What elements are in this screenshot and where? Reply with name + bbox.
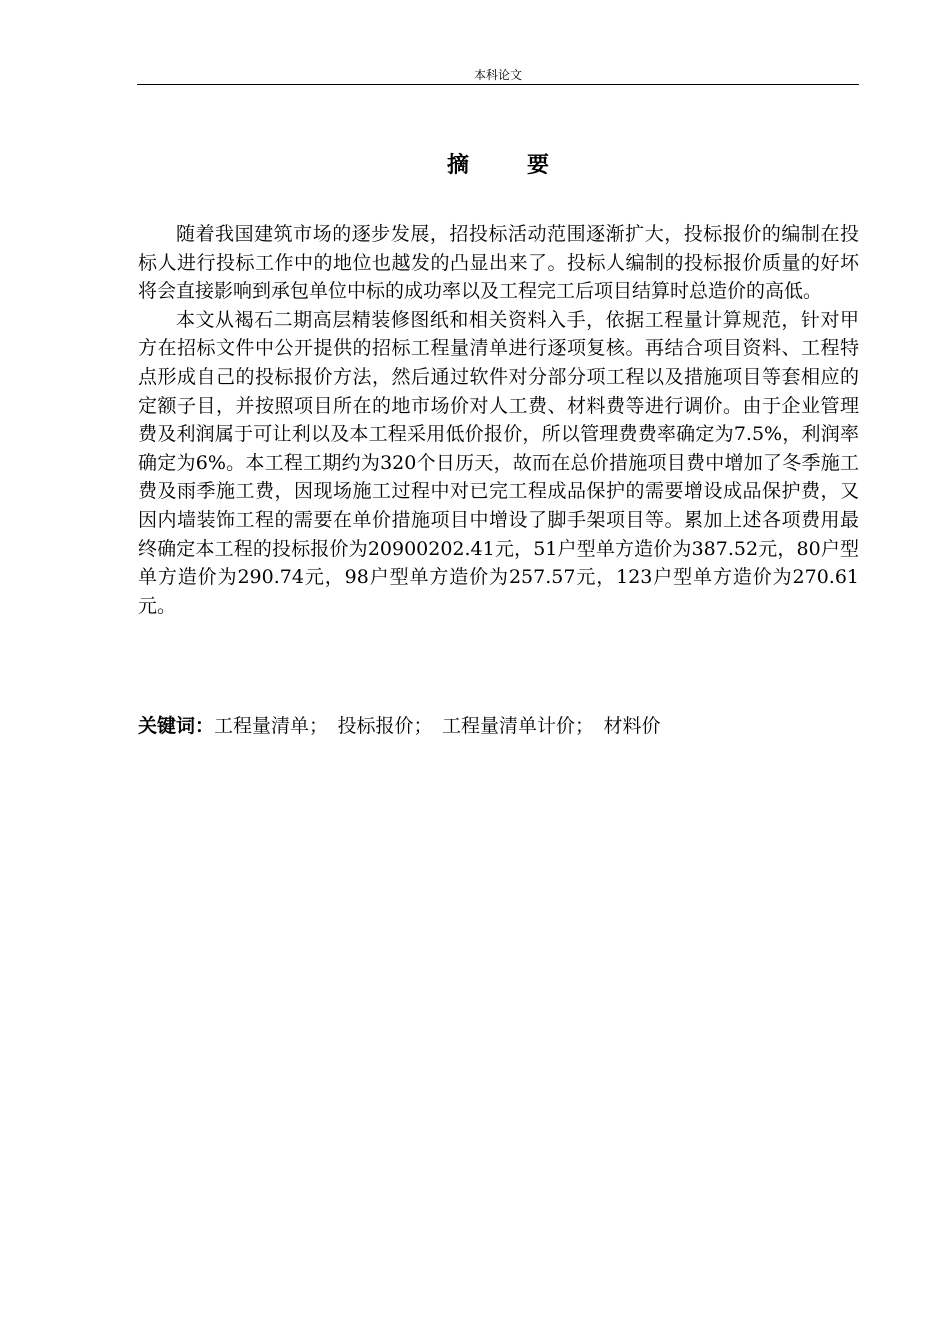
abstract-paragraph-2: 本文从褐石二期高层精装修图纸和相关资料入手，依据工程量计算规范，针对甲方在招标文件中公开提供的招标工程量清单进行逐项复核。再结合项目资料、工程特点形成自己的投标报价方法，然后通过软件对分部分项工程以及措施项目等套相应的定额子目，并按照项目所在的地市场价对人工费、材料费等进行调价。由于企业管理费及利润属于可让利以及本工程采用低价报价，所以管理费费率确定为7.5%，利润率确定为6%。本工程工期约为320个日历天，故而在总价措施项目费中增加了冬季施工费及雨季施工费，因现场施工过程中对已完工程成品保护的需要增设成品保护费，又因内墙装饰工程的需要在单价措施项目中增设了脚手架项目等。累加上述各项费用最终确定本工程的投标报价为20900202.41元，51户型单方造价为387.52元，80户型单方造价为290.74元，98户型单方造价为257.57元，123户型单方造价为270.61元。 [138, 308, 859, 617]
abstract-paragraph-1: 随着我国建筑市场的逐步发展，招投标活动范围逐渐扩大，投标报价的编制在投标人进行投标工作中的地位也越发的凸显出来了。投标人编制的投标报价质量的好坏将会直接影响到承包单位中标的成功率以及工程完工后项目结算时总造价的高低。 [138, 223, 859, 303]
abstract-body [138, 220, 859, 620]
running-header: 本科论文 [473, 68, 522, 82]
keywords-line [138, 712, 859, 740]
abstract-title: 摘 要 [446, 153, 567, 178]
keywords-text: 工程量清单； 投标报价； 工程量清单计价； 材料价 [214, 715, 661, 737]
header-rule [137, 84, 859, 85]
keywords-label: 关键词： [138, 715, 215, 737]
